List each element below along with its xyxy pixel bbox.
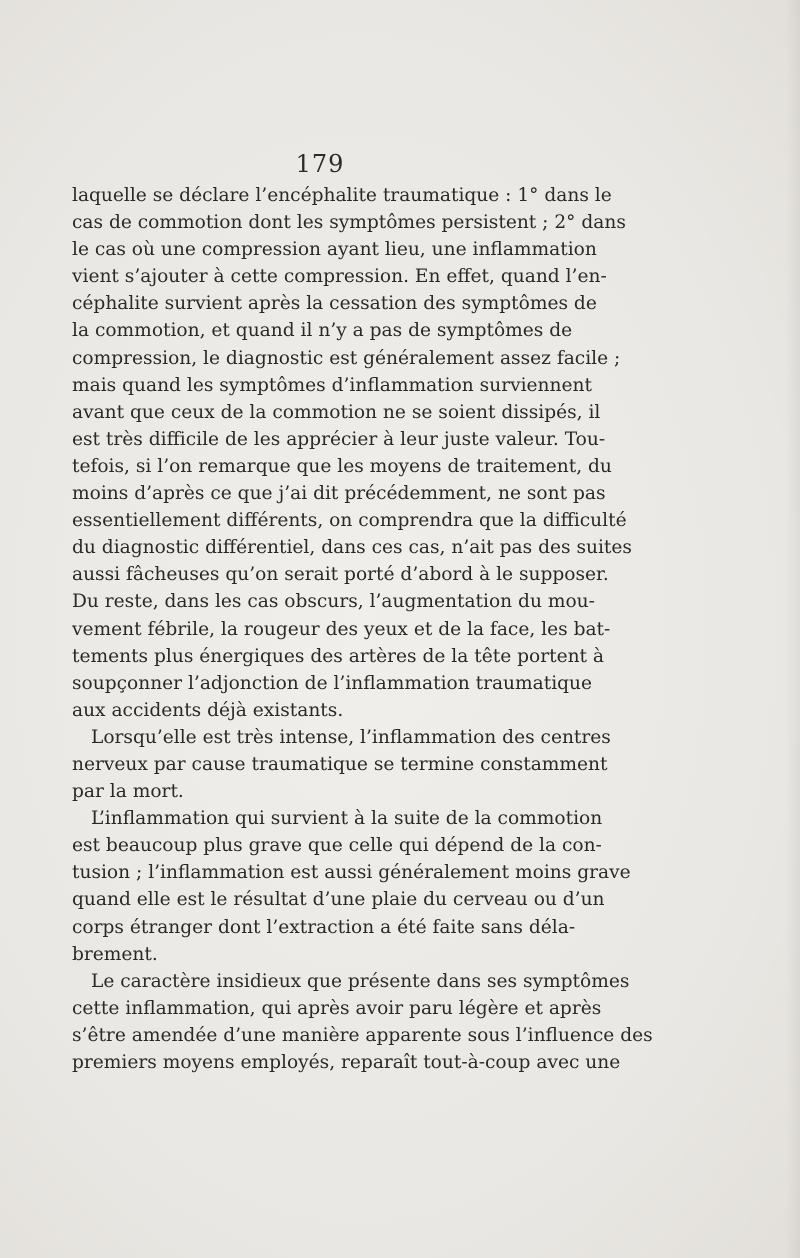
paragraph-start: Le caractère insidieux que présente dans ses symptômes xyxy=(91,970,630,992)
text-line: la commotion, et quand il n’y a pas de symptômes de xyxy=(72,320,573,342)
text-line: le cas où une compression ayant lieu, une inflammation xyxy=(72,239,597,261)
text-line: Du reste, dans les cas obscurs, l’augmentation du mou- xyxy=(72,591,595,613)
text-line: vient s’ajouter à cette compression. En effet, quand l’en- xyxy=(72,266,607,288)
text-line: du diagnostic différentiel, dans ces cas, n’ait pas des suites xyxy=(72,537,632,559)
text-line: est très difficile de les apprécier à leur juste valeur. Tou- xyxy=(72,428,606,450)
text-line: cette inflammation, qui après avoir paru légère et après xyxy=(72,997,602,1019)
page-edge-shadow xyxy=(786,0,800,1258)
text-line: premiers moyens employés, reparaît tout-à-coup avec une xyxy=(72,1052,621,1073)
text-line: tusion ; l’inflammation est aussi généralement moins grave xyxy=(72,862,631,884)
text-line: cas de commotion dont les symptômes persistent ; 2° dans xyxy=(72,212,626,234)
text-line: soupçonner l’adjonction de l’inflammation traumatique xyxy=(72,672,593,694)
paragraph-start: Lorsqu’elle est très intense, l’inflammation des centres xyxy=(91,726,611,748)
text-line: s’être amendée d’une manière apparente sous l’influence des xyxy=(72,1024,653,1046)
text-line: est beaucoup plus grave que celle qui dépend de la con- xyxy=(72,835,602,857)
text-line: tefois, si l’on remarque que les moyens de traitement, du xyxy=(72,455,612,477)
text-line: essentiellement différents, on comprendra que la difficulté xyxy=(72,510,627,532)
text-line: aux accidents déjà existants. xyxy=(72,699,344,721)
text-line: mais quand les symptômes d’inflammation surviennent xyxy=(72,374,592,396)
body-text xyxy=(72,182,653,1076)
paragraph-start: L’inflammation qui survient à la suite de la commotion xyxy=(91,808,603,830)
text-line: corps étranger dont l’extraction a été faite sans déla- xyxy=(72,916,576,938)
text-line: vement fébrile, la rougeur des yeux et de la face, les bat- xyxy=(72,618,611,640)
text-line: par la mort. xyxy=(72,781,184,803)
text-line: tements plus énergiques des artères de la tête portent à xyxy=(72,645,605,667)
text-line: quand elle est le résultat d’une plaie du cerveau ou d’un xyxy=(72,889,605,911)
text-line: laquelle se déclare l’encéphalite traumatique : 1° dans le xyxy=(72,185,612,206)
text-line: nerveux par cause traumatique se termine constamment xyxy=(72,753,608,775)
text-line: compression, le diagnostic est généralement assez facile ; xyxy=(72,347,621,369)
page-number: 179 xyxy=(295,150,345,178)
text-line: avant que ceux de la commotion ne se soient dissipés, il xyxy=(72,401,601,423)
text-line: moins d’après ce que j’ai dit précédemment, ne sont pas xyxy=(72,483,606,505)
text-line: aussi fâcheuses qu’on serait porté d’abord à le supposer. xyxy=(72,564,609,586)
text-line: céphalite survient après la cessation des symptômes de xyxy=(72,293,597,315)
text-line: brement. xyxy=(72,943,158,965)
